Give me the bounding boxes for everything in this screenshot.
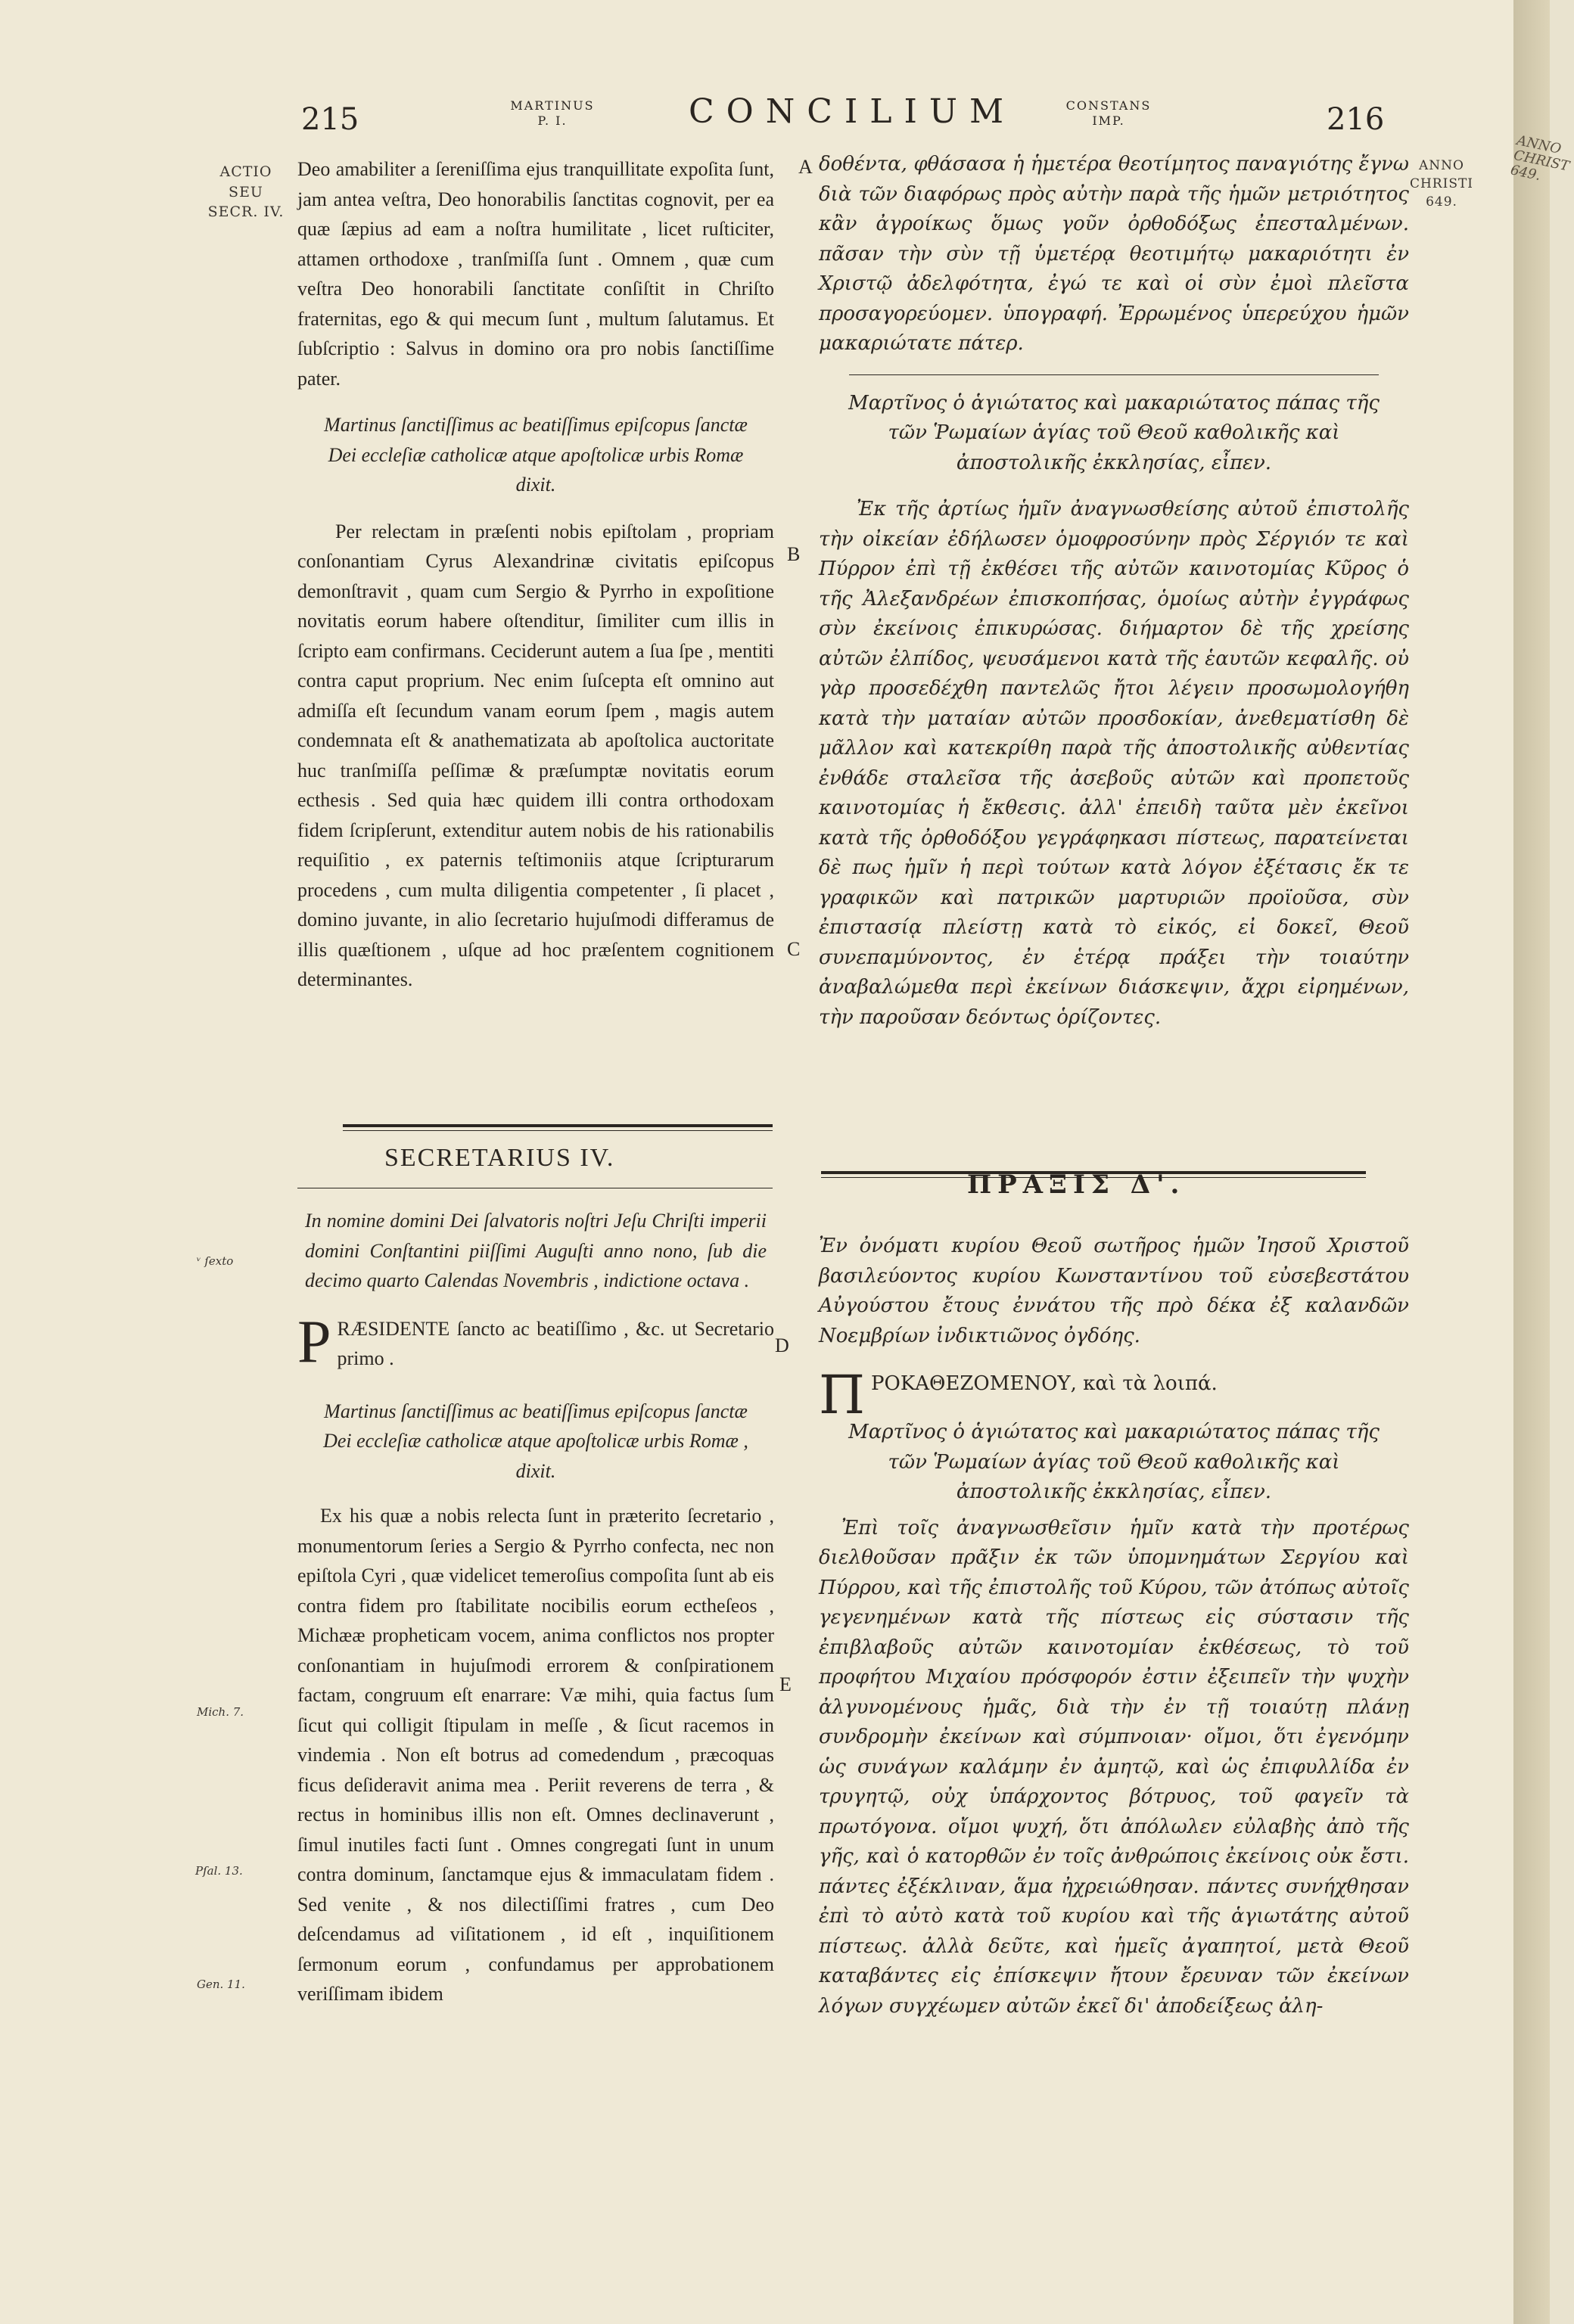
- running-head-right: CONSTANS IMP.: [1065, 98, 1152, 128]
- greek-paragraph-7: Ἐπὶ τοῖς ἀναγνωσθεῖσιν ἡμῖν κατὰ τὴν προτέρως διελθοῦσαν πρᾶξιν ἐκ τῶν ὑπομνημάτων Σεργίου καὶ Πύρρου, καὶ τῆς ἐπιστολῆς τοῦ Κύρου, τῶν ἀτόπως αὐτοῖς γεγενημένων κατὰ τῆς πίστεως εἰς σύστασιν τῆς ἐπιβλαβοῦς αὐτῶν καινοτομίαν ἐκθέσεως, τὸ τοῦ προφήτου Μιχαίου πρόσφορόν ἐστιν ἐξειπεῖν τὴν ψυχὴν ἀλγυνομένους ἡμᾶς, διὰ τὴν ἐν τῇ τοιαύτῃ πλάνῃ συνδρομὴν ἐκείνων καὶ σύμπνοιαν· οἴμοι, ὅτι ἐγενόμην ὡς συνάγων καλάμην ἐν ἀμητῷ, καὶ ὡς ἐπιφυλλίδα ἐν τρυγητῷ, οὐχ ὑπάρχοντος βότρυος, τοῦ φαγεῖν τὰ πρωτόγονα. οἴμοι ψυχή, ὅτι ἀπόλωλεν εὐλαβὴς ἀπὸ τῆς γῆς, καὶ ὁ κατορθῶν ἐν τοῖς ἀνθρώποις ἐκείνοις οὐκ ἔστι. πάντες ἐξέκλιναν, ἅμα ἠχρειώθησαν. πάντες συνήχθησαν ἐπὶ τὸ αὐτὸ κατὰ τοῦ κυρίου καὶ τῆς ἁγιωτάτης αὐτοῦ πίστεως. ἀλλὰ δεῦτε, καὶ ἡμεῖς ἀγαπητοί, μετὰ Θεοῦ καταβάντες εἰς ἐπίσκεψιν ἤτουν ἔρευναν τῶν ἐκείνων λόγων συγχέωμεν αὐτῶν ἐκεῖ δι' ἀποδείξεως ἀλη-: [819, 1516, 1409, 2018]
- latin-column-bottom: [297, 1206, 774, 2009]
- page-number-left: 215: [301, 102, 359, 137]
- greek-paragraph-3: Ἐκ τῆς ἀρτίως ἡμῖν ἀναγνωσθείσης αὐτοῦ ἐπιστολῆς τὴν οἰκείαν ἐδήλωσεν ὁμοφροσύνην πρὸς Σέργιόν τε καὶ Πύρρον ἐπὶ τῇ ἐκθέσει τῆς αὐτῶν καινοτομίας Κῦρος ὁ τῆς Ἀλεξανδρέων ἐπισκοπήσας, ὁμοίως αὐτὴν ἐγγράφως σὺν ἐκείνοις ἐπικυρώσας. διήμαρτον δὲ τῆς χρείσης αὐτῶν ἐλπίδος, ψευσάμενοι κατὰ τῆς ἑαυτῶν κεφαλῆς. οὐ γὰρ προσεδέχθη παντελῶς ἤτοι λέγειν προσωμολογήθη κατὰ τὴν ματαίαν αὐτῶν προσδοκίαν, ἀνεθεματίσθη δὲ μᾶλλον καὶ κατεκρίθη παρὰ τῆς ἀποστολικῆς αὐθεντίας ἐνθάδε σταλεῖσα τῆς ἀσεβοῦς αὐτῶν καὶ προπετοῦς καινοτομίας ἡ ἔκθεσις. ἀλλ' ἐπειδὴ ταῦτα μὲν ἐκεῖνοι κατὰ τῆς ὀρθοδόξου γεγράφηκασι πίστεως, παρατείνεται δὲ πως ἡμῖν ἡ περὶ τούτων κατὰ λόγον ἐξέτασις ἔκ τε γραφικῶν καὶ πατρικῶν μαρτυριῶν προϊοῦσα, σὺν ἐπιστασίᾳ πλείστῃ κατὰ τὸ εἰκός, εἰ δοκεῖ, Θεοῦ συνεπαμύνοντος, ἐν ἑτέρᾳ πράξει τὴν τοιαύτην ἀναβαλώμεθα περὶ ἐκείνων διάσκεψιν, ἄχρι εἰρημένων, τὴν παροῦσαν δεόντως ὁρίζοντες.: [819, 498, 1409, 1029]
- greek-prokathezomenou: ΠΡΟΚΑΘΕΖΟΜΕΝΟΥ, καὶ τὰ λοιπά.: [819, 1364, 1218, 1426]
- margin-note-psal: Pſal. 13.: [195, 1864, 243, 1878]
- margin-note-gen: Gen. 11.: [197, 1978, 245, 1991]
- latin-section-rule: [343, 1124, 773, 1127]
- running-head-left: MARTINUS P. I.: [510, 98, 595, 128]
- latin-section-heading: SECRETARIUS IV.: [384, 1144, 615, 1172]
- latin-martinus-dixit-2: Martinus ſanctiſſimus ac beatiſſimus epiſcopus ſanctæ Dei eccleſiæ catholicæ atque apoſtolicæ urbis Romæ , dixit.: [323, 1400, 748, 1482]
- margin-label-actio: ACTIO SEU SECR. IV.: [207, 163, 285, 221]
- greek-section-heading: ΠΡΑΞΙΣ Δ'.: [967, 1170, 1186, 1200]
- latin-column-top: [297, 154, 774, 995]
- greek-date-line: Ἐν ὀνόματι κυρίου Θεοῦ σωτῆρος ἡμῶν Ἰησοῦ Χριστοῦ βασιλεύοντος κυρίου Κωνσταντίνου τοῦ εὐσεβεστάτου Αὐγούστου ἔτους ἐννάτου τῆς πρὸ δέκα ἐξ καλανδῶν Νοεμβρίων ἰνδικτιῶνος ὀγδόης.: [819, 1235, 1409, 1347]
- greek-martinus-eipen-2: Μαρτῖνος ὁ ἁγιώτατος καὶ μακαριώτατος πάπας τῆς τῶν Ῥωμαίων ἁγίας τοῦ Θεοῦ καθολικῆς καὶ ἀποστολικῆς ἐκκλησίας, εἶπεν.: [848, 1421, 1380, 1503]
- spine-margin-note: ANNO CHRIST 649.: [1509, 132, 1571, 184]
- margin-note-mich: Mich. 7.: [197, 1705, 244, 1719]
- greek-drop-cap: Π: [819, 1364, 866, 1426]
- page-number-right: 216: [1327, 102, 1385, 137]
- greek-column-bottom: [819, 1232, 1409, 2021]
- latin-praesidente: PRÆSIDENTE ſancto ac beatiſſimo , &c. ut Secretario primo .: [297, 1308, 774, 1375]
- greek-column-top: [819, 150, 1409, 1033]
- section-letter-b: B: [787, 543, 801, 565]
- latin-paragraph-1: Deo amabiliter a ſereniſſima ejus tranquillitate expoſita ſunt, jam antea veſtra, Deo honorabilis ſanctitas cognovit, per ea quæ ſæpius ad eam a noſtra humilitate , licet ruſticiter, attamen orthodoxe , tranſmiſſa ſunt . Omnem , quæ cum veſtra Deo honorabili ſanctitate conſiſtit in Chriſto fraternitas, ego & qui mecum ſunt , multum ſalutamus. Et ſubſcriptio : Salvus in domino ora pro nobis ſanctiſſime pater.: [297, 158, 774, 390]
- latin-section-rule-thin: [343, 1130, 773, 1131]
- section-letter-a: A: [798, 156, 813, 178]
- latin-drop-cap: P: [297, 1308, 331, 1375]
- section-letter-c: C: [787, 938, 801, 960]
- page-spine: [1513, 0, 1550, 2324]
- greek-martinus-eipen-1: Μαρτῖνος ὁ ἁγιώτατος καὶ μακαριώτατος πάπας τῆς τῶν Ῥωμαίων ἁγίας τοῦ Θεοῦ καθολικῆς καὶ ἀποστολικῆς ἐκκλησίας, εἶπεν.: [848, 391, 1380, 474]
- section-letter-e: E: [779, 1673, 792, 1695]
- margin-note-sexto: ᵛ ſexto: [197, 1254, 234, 1268]
- greek-paragraph-1: δοθέντα, φθάσασα ἡ ἡμετέρα θεοτίμητος παναγιότης ἔγνω διὰ τῶν διαφόρως πρὸς αὐτὴν παρὰ τῆς ἡμῶν μετριότητος κἂν ἀγροίκως ὅμως γοῦν ὀρθοδόξως ἐπεσταλμένων. πᾶσαν τὴν σὺν τῇ ὑμετέρᾳ θεοτιμήτῳ μακαριότητι ἐν Χριστῷ ἀδελφότητα, ἐγώ τε καὶ οἱ σὺν ἐμοὶ πλεῖστα προσαγορεύομεν. ὑπογραφή. Ἐρρωμένος ὑπερεύχου ἡμῶν μακαριώτατε πάτερ.: [819, 153, 1409, 355]
- latin-date-line: In nomine domini Dei ſalvatoris noſtri Jeſu Chriſti imperii domini Conſtantini piiſſimi Auguſti anno nono, ſub die decimo quarto Calendas Novembris , indictione octava .: [305, 1210, 767, 1291]
- greek-separator: [849, 374, 1379, 375]
- page-title: CONCILIUM: [689, 92, 1016, 131]
- section-letter-d: D: [775, 1334, 789, 1356]
- margin-label-anno: ANNO CHRISTI 649.: [1409, 158, 1474, 210]
- latin-paragraph-3: Per relectam in præſenti nobis epiſtolam , propriam conſonantiam Cyrus Alexandrinæ civitatis epiſcopus demonſtravit , quam cum Sergio & Pyrrho in expoſitione novitatis eorum habere oſtenditur, ſimiliter cum illis in ſcripto eam confirmans. Ceciderunt autem a ſua ſpe , mentiti contra caput proprium. Nec enim ſuſcepta eſt omnino aut admiſſa eſt ſecundum vanam eorum ſpem , magis autem condemnata eſt & anathematizata ab apoſtolica auctoritate huc tranſmiſſa peſſimæ & præſumptæ novitatis eorum ecthesis . Sed quia hæc quidem illi contra orthodoxam fidem ſcripſerunt, extenditur autem nobis de his rationabilis requiſitio , ex paternis teſtimoniis atque ſcripturarum procedens , cum multa diligentia competenter , ſi placet , domino juvante, in alio ſecretario hujuſmodi differamus de illis quæſtionem , uſque ad hoc præſentem cognitionem determinantes.: [297, 520, 774, 990]
- latin-martinus-dixit-1: Martinus ſanctiſſimus ac beatiſſimus epiſcopus ſanctæ Dei eccleſiæ catholicæ atque apoſtolicæ urbis Romæ dixit.: [324, 414, 748, 496]
- latin-paragraph-7: Ex his quæ a nobis relecta ſunt in præterito ſecretario , monumentorum ſeries a Sergio & Pyrrho confecta, nec non epiſtola Cyri , quæ videlicet temeroſius compoſita ſunt ab eis contra fidem pro ſtabilitate nocibilis eorum ectheſeos , Michææ propheticam vocem, anima conflictos nos propter conſonantiam in hujuſmodi errorem & conſpirationem factam, congruum eſt enarrare: Væ mihi, quia factus ſum ſicut qui colligit ſtipulam in meſſe , & ſicut racemos in vindemia . Non eſt botrus ad comedendum , præcoquas ficus deſideravit anima mea . Periit reverens de terra , & rectus in hominibus illis non eſt. Omnes declinaverunt , ſimul inutiles facti ſunt . Omnes congregati ſunt in unum contra dominum, ſanctamque ejus & immaculatam fidem . Sed venite , & nos dilectiſſimi fratres , cum Deo deſcendamus ad viſitationem , id eſt , inquiſitionem ſermonum eorum , confundamus per approbationem veriſſimam ibidem: [297, 1505, 774, 2005]
